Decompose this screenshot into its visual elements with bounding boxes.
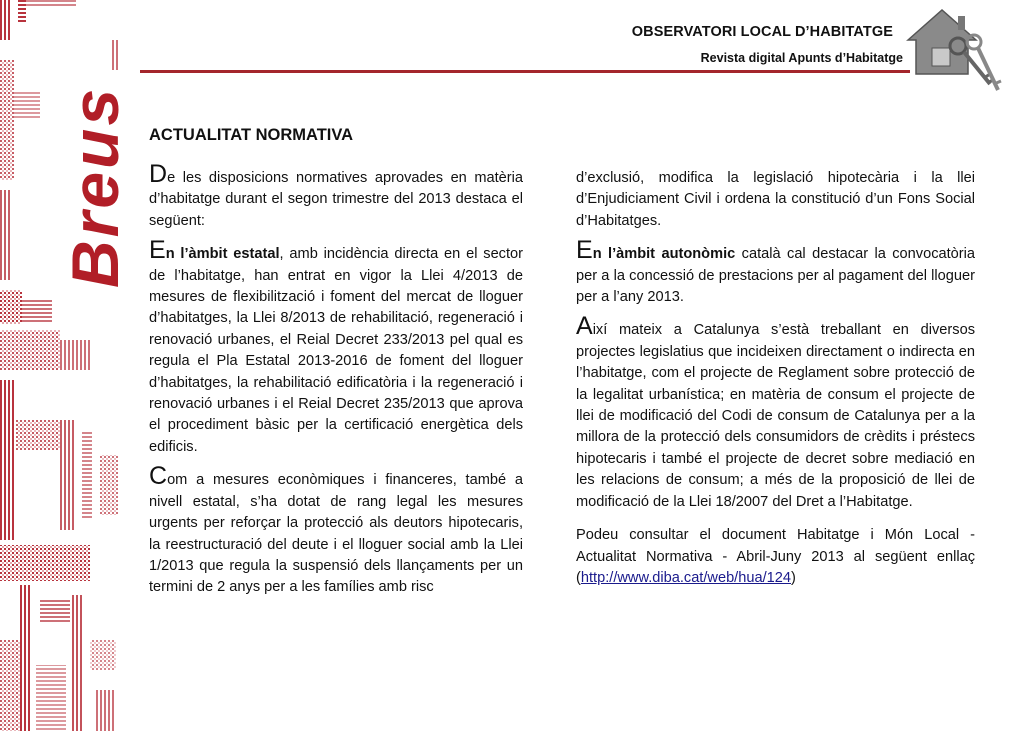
section-title: ACTUALITAT NORMATIVA	[149, 126, 354, 144]
paragraph-text: Podeu consultar el document Habitatge i Món Local - Actualitat Normativa - Abril-Juny 2013 al següent enllaç (	[576, 527, 975, 586]
paragraph-catalunya	[576, 312, 975, 513]
paragraph-close: )	[791, 569, 796, 586]
paragraph-text: om a mesures econòmiques i financeres, també a nivell estatal, s’ha dotat de rang legal les mesures urgents per reforçar la protecció als deutors hipotecaris, la reestructuració del deute i el lloguer social amb la Llei 1/2013 que regula la suspensió dels llançaments per un termini de 2 anys per a les famílies amb risc	[149, 472, 523, 596]
bold-phrase: n l’àmbit autonòmic	[592, 246, 736, 263]
dropcap: E	[149, 236, 166, 265]
dropcap: E	[576, 236, 593, 265]
paragraph-text: ixí mateix a Catalunya s’està treballant en diversos projectes legislatius que incideixen directament o indirecta en l’habitatge, com el projecte de Reglament sobre protecció de la legalitat urbanística; en matèria de consum el projecte de llei de modificació del Codi de consum de Catalunya per a la millora de la protecció dels consumidors de crèdits i préstecs hipotecaris i també el projecte de decret sobre mediació en les relacions de consum; a més de la proposició de llei de modificació de la Llei 18/2007 del Dret a l’Habitatge.	[576, 322, 975, 510]
paragraph-text: català cal destacar la convocatòria per a la concessió de prestacions per al pagament del lloguer per a l’any 2013.	[576, 246, 975, 306]
paragraph-estatal	[149, 236, 524, 458]
paragraph-mesures	[149, 462, 523, 598]
dropcap: C	[149, 462, 168, 491]
paragraph-link	[576, 525, 975, 589]
paragraph-text: , amb incidència directa en el sector de l’habitatge, han entrat en vigor la Llei 4/2013 de mesures de flexibilització i foment del mercat de lloguer d’habitatges, la Llei 8/2013 de rehabilitació, regeneració i renovació urbanes, el Reial Decret 233/2013 pel qual es regula el Pla Estatal 2013-2016 de foment del lloguer d’habitatges, la rehabilitació edificatòria i la regeneració i renovació urbanes i el Reial Decret 235/2013 que aprova el procediment bàsic per la certificació energètica dels edificis.	[149, 246, 524, 455]
header-divider	[140, 70, 910, 73]
house-keys-icon	[902, 4, 1007, 99]
dropcap: A	[576, 312, 593, 341]
breus-vertical-word: Breus	[58, 85, 132, 288]
paragraph-autonomic	[576, 236, 975, 308]
paragraph-continuation	[576, 168, 975, 232]
right-column	[576, 168, 975, 601]
left-column	[149, 160, 524, 611]
header-subtitle: Revista digital Apunts d’Habitatge	[700, 51, 903, 65]
dropcap: D	[149, 160, 168, 188]
paragraph-intro	[149, 160, 523, 232]
paragraph-text: e les disposicions normatives aprovades en matèria d’habitatge durant el segon trimestre del 2013 destaca el següent:	[149, 170, 523, 229]
bold-phrase: n l’àmbit estatal	[165, 246, 280, 263]
header-title: OBSERVATORI LOCAL D’HABITATGE	[631, 24, 893, 40]
document-link[interactable]: http://www.diba.cat/web/hua/124	[580, 569, 791, 586]
paragraph-text: d’exclusió, modifica la legislació hipotecària i la llei d’Enjudiciament Civil i ordena la constitució d’un Fons Social d’Habitatges.	[576, 170, 975, 229]
